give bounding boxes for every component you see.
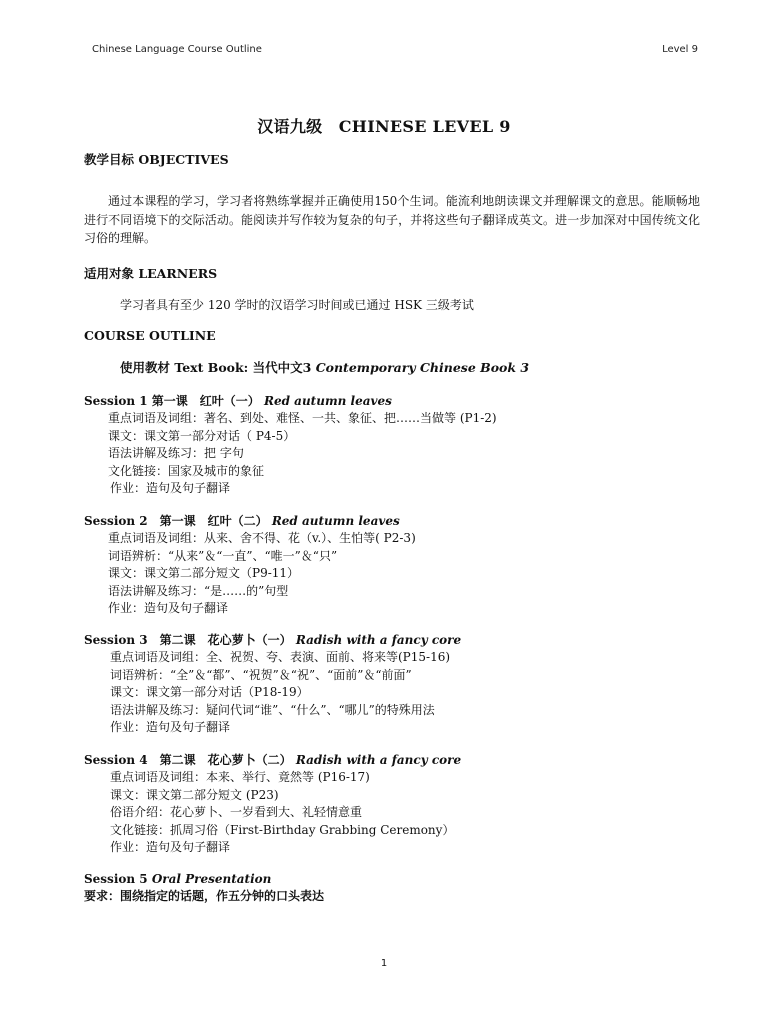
document-title: 汉语九级 CHINESE LEVEL 9 bbox=[257, 117, 511, 136]
session-5 bbox=[84, 871, 724, 905]
objectives-paragraph: 通过本课程的学习，学习者将熟练掌握并正确使用150个生词。能流利地朗读课文并理解课文的意思。能顺畅地进行不同语境下的交际活动。能阅读并写作较为复杂的句子，并将这些句子翻译成英文。进一步加深对中国传统文化习俗的理解。 bbox=[84, 194, 700, 245]
session-label: Session 5 bbox=[84, 872, 148, 886]
session-item: 重点词语及词组：本来、举行、竟然等 (P16-17) bbox=[110, 770, 370, 784]
session-item: 语法讲解及练习：把 字句 bbox=[108, 446, 244, 460]
session-3 bbox=[84, 632, 724, 737]
session-2 bbox=[84, 513, 724, 618]
textbook-title: Contemporary Chinese Book 3 bbox=[315, 360, 530, 375]
session-item: 作业：造句及句子翻译 bbox=[108, 601, 229, 615]
session-title bbox=[84, 513, 724, 530]
session-1 bbox=[84, 393, 724, 498]
running-header-level: Level 9 bbox=[662, 44, 698, 55]
session-title bbox=[84, 393, 724, 410]
session-label: Session 3 第二课 花心萝卜（一） bbox=[84, 633, 292, 647]
session-item: 作业：造句及句子翻译 bbox=[110, 481, 231, 495]
page-number: 1 bbox=[380, 958, 388, 969]
session-4 bbox=[84, 752, 724, 857]
session-item: 作业：造句及句子翻译 bbox=[110, 840, 231, 854]
textbook-label: 使用教材 Text Book: 当代中文3 bbox=[120, 360, 312, 375]
objectives-heading: 教学目标 OBJECTIVES bbox=[84, 152, 229, 167]
session-item: 文化链接：国家及城市的象征 bbox=[108, 463, 265, 478]
session-title-en: Red autumn leaves bbox=[264, 394, 392, 408]
session-title-en: Red autumn leaves bbox=[271, 514, 400, 528]
session-requirement: 要求：围绕指定的话题，作五分钟的口头表达 bbox=[84, 889, 325, 903]
session-item: 课文：课文第一部分对话（ P4-5） bbox=[108, 428, 296, 443]
session-title bbox=[84, 871, 724, 888]
textbook-line bbox=[120, 358, 529, 376]
session-item: 词语辨析：“从来”＆“一直”、“唯一”＆“只” bbox=[108, 548, 338, 563]
session-item: 语法讲解及练习：“是……的”句型 bbox=[108, 583, 289, 598]
session-item: 课文：课文第二部分短文（P9-11） bbox=[108, 566, 300, 580]
session-item: 重点词语及词组：从来、舍不得、花（v.）、生怕等( P2-3) bbox=[108, 531, 416, 545]
session-label: Session 4 第二课 花心萝卜（二） bbox=[84, 753, 292, 767]
session-title-en: Radish with a fancy core bbox=[295, 633, 462, 647]
session-item: 作业：造句及句子翻译 bbox=[110, 720, 231, 734]
learners-heading: 适用对象 LEARNERS bbox=[84, 266, 218, 281]
session-title-en: Oral Presentation bbox=[151, 872, 272, 886]
session-item: 词语辨析：“全”＆“都”、“祝贺”＆“祝”、“面前”＆“前面” bbox=[110, 667, 412, 682]
session-item: 文化链接：抓周习俗（First-Birthday Grabbing Ceremony） bbox=[110, 822, 455, 837]
session-title bbox=[84, 632, 724, 649]
running-header-title: Chinese Language Course Outline bbox=[92, 44, 262, 55]
session-item: 课文：课文第一部分对话（P18-19） bbox=[110, 685, 309, 699]
session-item: 重点词语及词组：著名、到处、难怪、一共、象征、把……当做等 (P1-2) bbox=[108, 411, 497, 425]
session-item: 重点词语及词组：全、祝贺、夸、表演、面前、将来等(P15-16) bbox=[110, 650, 451, 664]
session-item: 俗语介绍：花心萝卜、一岁看到大、礼轻情意重 bbox=[110, 805, 363, 819]
session-title bbox=[84, 752, 724, 769]
session-title-en: Radish with a fancy core bbox=[295, 753, 462, 767]
course-outline-heading: COURSE OUTLINE bbox=[84, 328, 216, 343]
session-item: 课文：课文第二部分短文 (P23) bbox=[110, 787, 279, 802]
session-label: Session 2 第一课 红叶（二） bbox=[84, 514, 268, 528]
session-item: 语法讲解及练习：疑问代词“谁”、“什么”、“哪儿”的特殊用法 bbox=[110, 702, 435, 717]
learners-paragraph: 学习者具有至少 120 学时的汉语学习时间或已通过 HSK 三级考试 bbox=[120, 298, 474, 312]
session-label: Session 1 第一课 红叶（一） bbox=[84, 394, 260, 408]
